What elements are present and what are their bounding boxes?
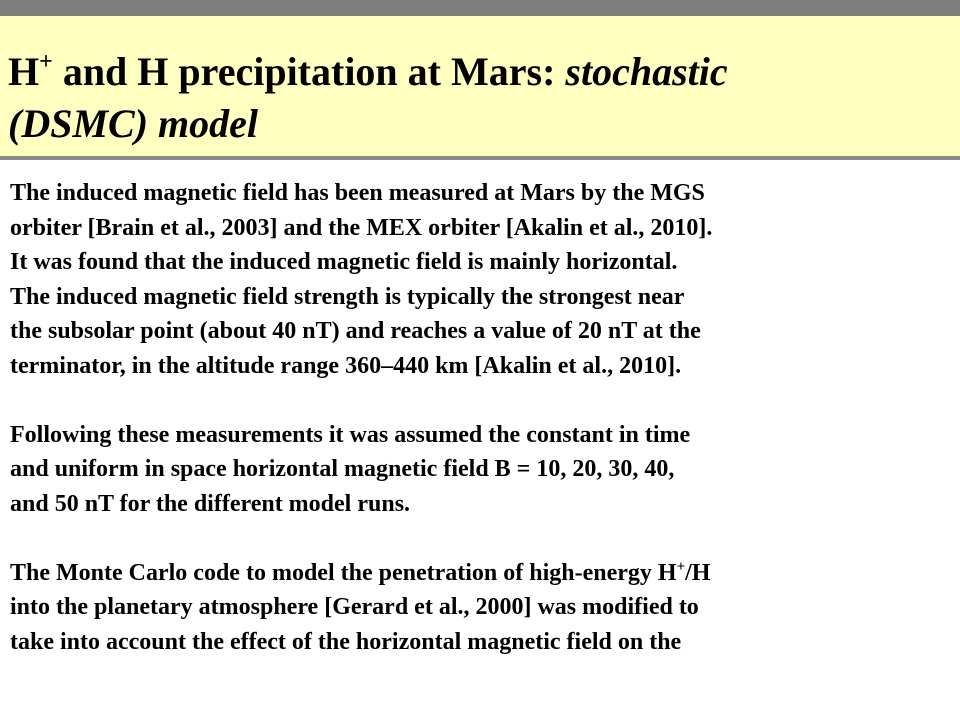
body-text	[10, 176, 955, 659]
title-box	[0, 16, 960, 160]
paragraph-1-line-1: The induced magnetic field has been measured at Mars by the MGS	[10, 180, 705, 206]
paragraph-3-line-3: take into account the effect of the horizontal magnetic field on the	[10, 628, 682, 655]
paragraph-1-line-2: orbiter [Brain et al., 2003] and the MEX orbiter [Akalin et al., 2010].	[10, 214, 713, 241]
paragraph-2-line-2: and uniform in space horizontal magnetic field B = 10, 20, 30, 40,	[10, 456, 675, 482]
paragraph-2-line-3: and 50 nT for the different model runs.	[10, 490, 411, 517]
paragraph-3-line-1-after: /H	[685, 559, 711, 586]
paragraph-1	[10, 176, 955, 383]
title-plain: and H precipitation at Mars:	[52, 49, 566, 94]
title-superscript: +	[39, 49, 53, 75]
paragraph-3-line-2: into the planetary atmosphere [Gerard et al., 2000] was modified to	[10, 594, 699, 620]
paragraph-1-line-4: The induced magnetic field strength is typically the strongest near	[10, 283, 685, 310]
paragraph-1-line-6: terminator, in the altitude range 360–440 km [Akalin et al., 2010].	[10, 352, 682, 379]
slide-title	[8, 46, 938, 150]
title-prefix: H	[8, 49, 40, 94]
title-italic-1: stochastic	[565, 49, 728, 94]
paragraph-1-line-5: the subsolar point (about 40 nT) and reaches a value of 20 nT at the	[10, 318, 701, 344]
paragraph-3-line-1-superscript: +	[676, 558, 686, 575]
top-bar	[0, 0, 960, 16]
paragraph-3-line-1	[10, 556, 955, 591]
paragraph-3	[10, 556, 955, 660]
paragraph-1-line-3: It was found that the induced magnetic field is mainly horizontal.	[10, 249, 678, 275]
paragraph-2-line-1: Following these measurements it was assumed the constant in time	[10, 421, 691, 448]
paragraph-2	[10, 418, 955, 522]
title-italic-2: (DSMC) model	[8, 101, 258, 146]
paragraph-3-line-1-before: The Monte Carlo code to model the penetration of high-energy H	[10, 559, 677, 586]
